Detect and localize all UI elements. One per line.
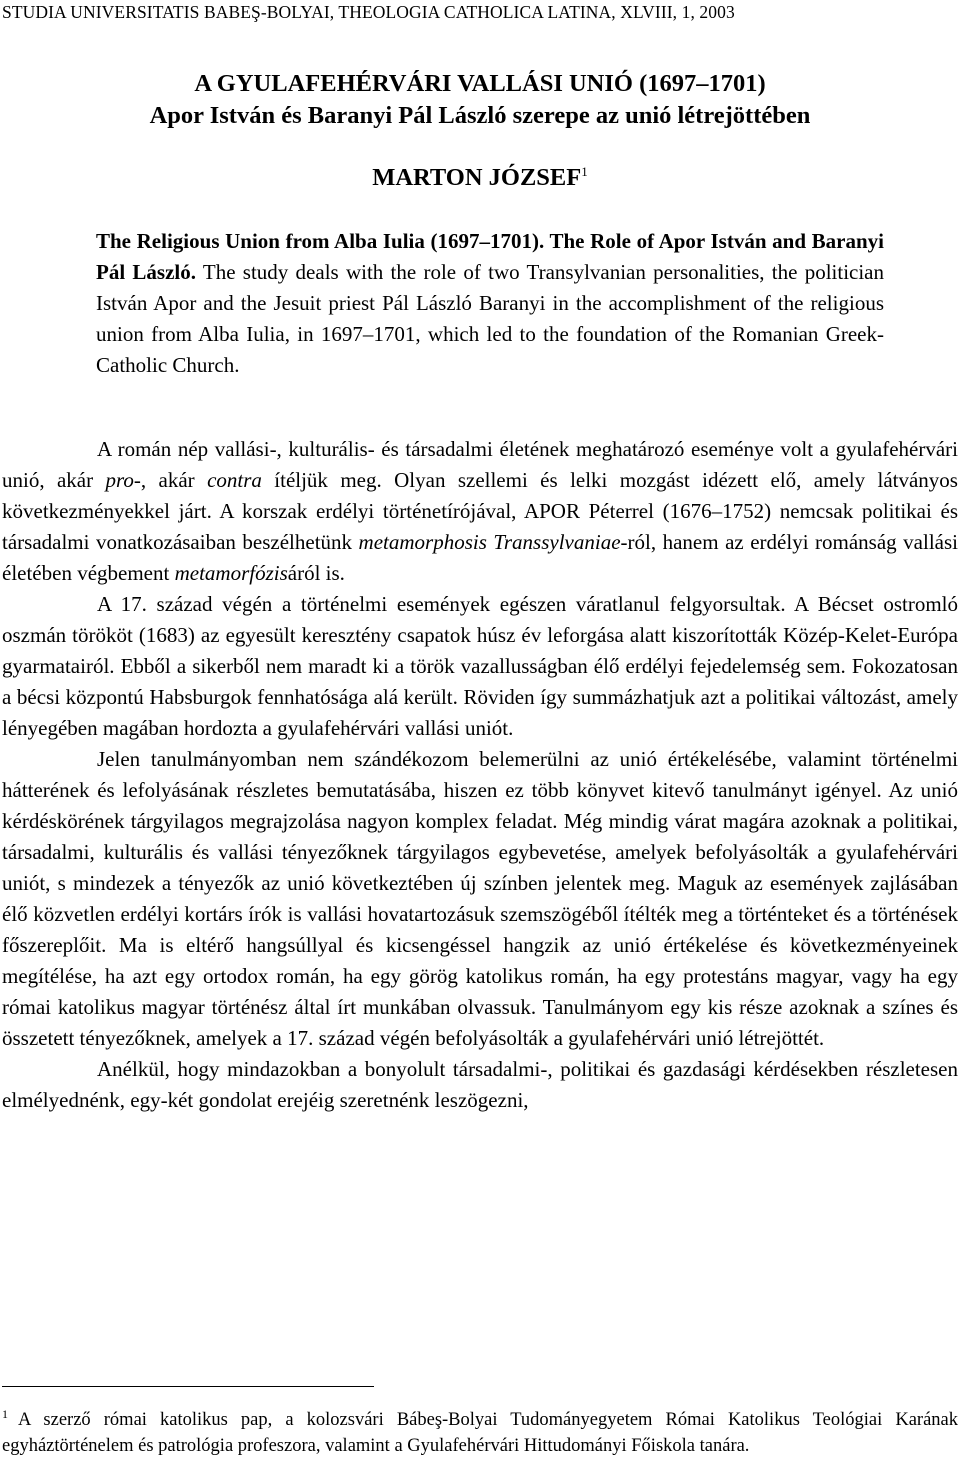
abstract-text: The study deals with the role of two Transylvanian personalities, the politician István Apor and the Jesuit priest Pál László Baranyi in the accomplishment of the religious union from Alba Iulia, in 1697–1701, which led to the foundation of the Romanian Greek-Catholic Church. <box>96 260 885 377</box>
abstract <box>96 226 884 381</box>
p1-italic-contra: contra <box>207 468 262 492</box>
paragraph-2: A 17. század végén a történelmi események egészen váratlanul felgyorsultak. A Bécset ostromló oszmán törököt (1683) az egyesült keresztény csapatok húsz év leforgása alatt kiszorították Közép-Kelet-Európa gyarmatairól. Ebből a sikerből nem maradt ki a török vazallusságban élő erdélyi fejedelemség sem. Fokozatosan a bécsi központú Habsburgok fennhatósága alá került. Röviden így summázhatjuk azt a politikai változást, amely lényegében magában hordozta a gyulafehérvári vallási uniót. <box>2 592 958 740</box>
footnote-divider <box>2 1386 374 1387</box>
paragraph-4: Anélkül, hogy mindazokban a bonyolult társadalmi-, politikai és gazdasági kérdésekben részletesen elmélyednénk, egy-két gondolat erejéig szeretnénk leszögezni, <box>2 1057 958 1112</box>
p1-part-b: -, akár <box>133 468 208 492</box>
p1-part-d: Péterrel (1676–1752) nemcsak politikai és társadalmi vonatkozásaiban beszélhetünk <box>2 499 958 554</box>
p1-apor-smallcaps: POR <box>539 499 580 523</box>
article-title <box>0 68 960 132</box>
p1-apor-initial: A <box>523 499 540 523</box>
p1-italic-metamorfozis: metamorfózis <box>174 561 288 585</box>
abstract-title: The Religious Union from Alba Iulia (1697–1701). The Role of Apor István and Baranyi Pál László. <box>96 229 884 284</box>
title-line-2: Apor István és Baranyi Pál László szerepe az unió létrejöttében <box>149 102 811 129</box>
p1-part-e: -ról, hanem az erdélyi románság vallási életében végbement <box>2 530 958 585</box>
body-text <box>2 434 958 1116</box>
footnote <box>2 1401 958 1459</box>
running-head: STUDIA UNIVERSITATIS BABEŞ-BOLYAI, THEOLOGIA CATHOLICA LATINA, XLVIII, 1, 2003 <box>2 2 735 22</box>
author-name <box>0 164 960 192</box>
author-text: MARTON JÓZSEF <box>372 164 582 192</box>
p1-part-f: áról is. <box>287 561 345 585</box>
footnote-mark: 1 <box>2 1407 8 1421</box>
p1-part-a: A román nép vallási-, kulturális- és társadalmi életének meghatározó eseménye volt a gyulafehérvári unió, akár <box>2 437 958 492</box>
p1-italic-metamorphosis: metamorphosis Transsylvaniae <box>358 530 621 554</box>
title-line-1: A GYULAFEHÉRVÁRI VALLÁSI UNIÓ (1697–1701) <box>194 70 766 97</box>
p1-italic-pro: pro <box>105 468 134 492</box>
p1-part-c: ítéljük meg. Olyan szellemi és lelki mozgást idézett elő, amely látványos következményekkel járt. A korszak erdélyi történetírójával, <box>2 468 958 523</box>
author-footnote-mark: 1 <box>581 164 588 179</box>
footnote-text: A szerző római katolikus pap, a kolozsvári Bábeş-Bolyai Tudományegyetem Római Katolikus Teológiai Karának egyháztörténelem és patrológia profeszora, valamint a Gyulafehérvári Hittudományi Főiskola tanára. <box>2 1410 958 1457</box>
paragraph-1 <box>2 434 958 589</box>
paragraph-3: Jelen tanulmányomban nem szándékozom belemerülni az unió értékelésébe, valamint történelmi hátterének és lefolyásának részletes bemutatásába, hiszen ez több könyvet kitevő tanulmányt igényel. Az unió kérdéskörének tárgyilagos megrajzolása nagyon komplex feladat. Még mindig várat magára azoknak a politikai, társadalmi, kulturális és vallási tényezőknek tárgyilagos egybevetése, amelyek befolyásolták a gyulafehérvári uniót, s mindezek a tényezők az unió következtében új színben jelentek meg. Maguk az események zajlásában élő közvetlen erdélyi kortárs írók is vallási hovatartozásuk szemszögéből ítélték meg a történteket és a történések főszereplőit. Ma is eltérő hangsúllyal és kicsengéssel hangzik az unió értékelése és következményeinek megítélése, ha azt egy ortodox román, ha egy görög katolikus román, ha egy protestáns magyar, vagy ha egy római katolikus magyar történész által írt munkában olvassuk. Tanulmányom egy kis része azoknak a színes és összetett tényezőknek, amelyek a 17. század végén befolyásolták a gyulafehérvári unió létrejöttét. <box>2 747 958 1050</box>
